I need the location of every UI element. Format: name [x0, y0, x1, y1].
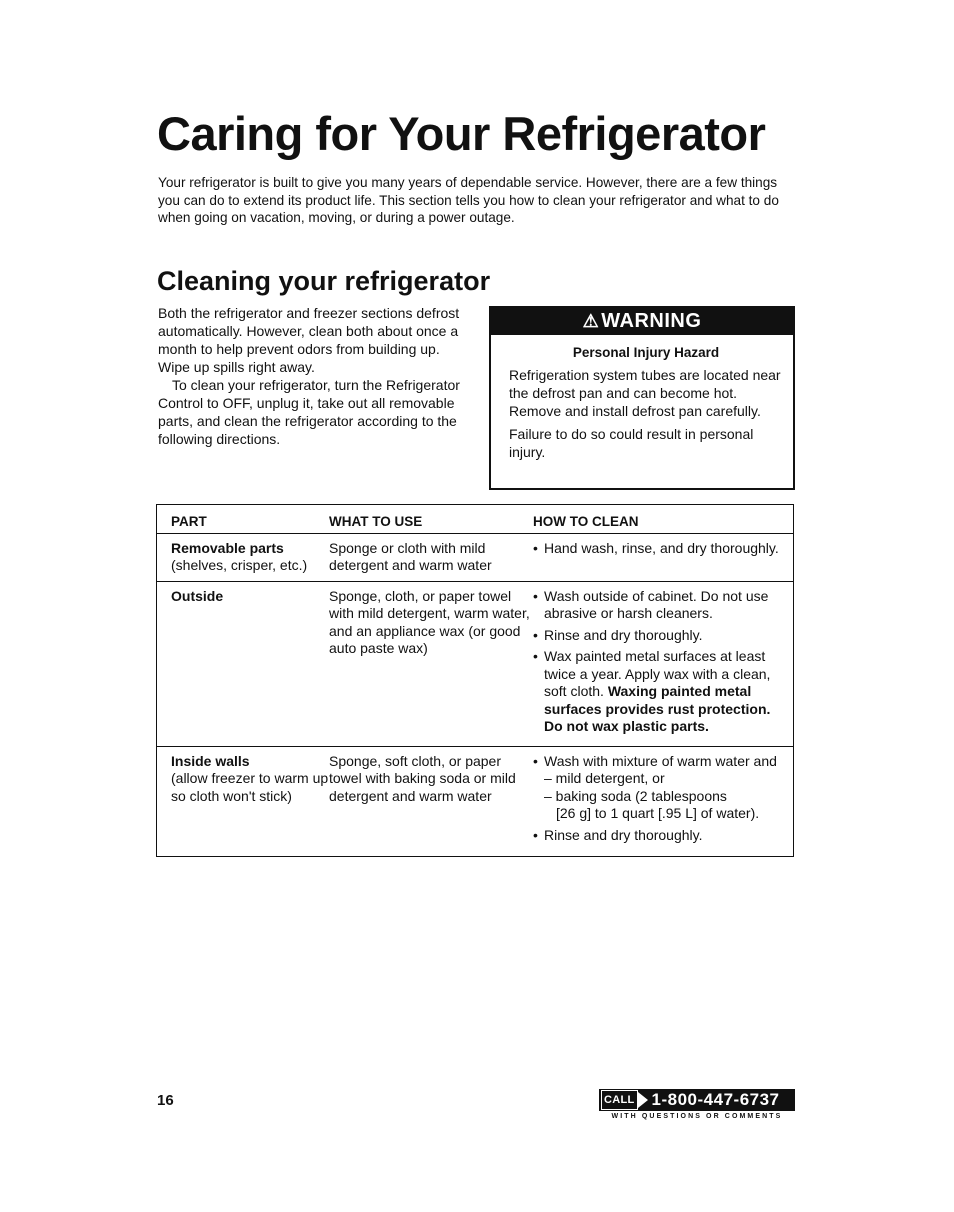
how-dash-2: – baking soda (2 tablespoons	[544, 787, 727, 804]
page-title: Caring for Your Refrigerator	[157, 107, 766, 160]
how-item-text: Wash with mixture of warm water and	[544, 752, 777, 769]
table-row	[157, 533, 794, 581]
part-cell	[157, 533, 330, 581]
use-cell: Sponge or cloth with mild detergent and warm water	[329, 533, 533, 581]
call-subtext: WITH QUESTIONS OR COMMENTS	[611, 1113, 783, 1120]
warning-body	[491, 335, 793, 461]
part-cell	[157, 581, 330, 746]
section-heading: Cleaning your refrigerator	[157, 266, 491, 296]
part-name: Outside	[171, 587, 224, 604]
part-name: Removable parts	[171, 539, 284, 556]
cleaning-intro	[158, 304, 466, 448]
warning-label: WARNING	[601, 310, 702, 332]
warning-header	[491, 308, 793, 335]
part-cell	[157, 746, 330, 857]
how-item	[533, 648, 787, 736]
cleaning-table	[156, 504, 794, 857]
page-number: 16	[157, 1092, 174, 1109]
cleaning-paragraph-2: To clean your refrigerator, turn the Refrigerator Control to OFF, unplug it, take out all removable parts, and clean the refrigerator according to the following directions.	[158, 377, 460, 447]
warning-text-2: Failure to do so could result in personal injury.	[509, 426, 754, 460]
warning-triangle-icon: ⚠	[582, 311, 600, 331]
call-bar	[599, 1089, 795, 1111]
part-note: (shelves, crisper, etc.)	[171, 557, 308, 573]
how-item: • Rinse and dry thoroughly.	[533, 627, 787, 645]
call-badge: CALL	[601, 1090, 638, 1110]
how-dash-1: – mild detergent, or	[544, 770, 665, 786]
header-what-to-use: WHAT TO USE	[329, 505, 533, 534]
cleaning-paragraph-1: Both the refrigerator and freezer sections defrost automatically. However, clean both about once a month to help prevent odors from building up. Wipe up spills right away.	[158, 305, 460, 375]
warning-box	[489, 306, 795, 490]
part-name: Inside walls	[171, 752, 250, 769]
intro-paragraph: Your refrigerator is built to give you many years of dependable service. However, there are a few things you can do to extend its product life. This section tells you how to clean your refrigerator and what to do when going on vacation, moving, or during a power outage.	[158, 175, 779, 226]
table-row	[157, 581, 794, 746]
warning-text-1: Refrigeration system tubes are located near the defrost pan and can become hot. Remove and install defrost pan carefully.	[509, 367, 781, 419]
how-item-bold-2: Do not wax plastic parts.	[544, 718, 709, 734]
table-row	[157, 746, 794, 857]
call-banner	[599, 1089, 795, 1120]
header-how-to-clean: HOW TO CLEAN	[533, 505, 794, 534]
how-cell	[533, 533, 794, 581]
how-item-text: Wax painted metal surfaces at least twice a year. Apply wax with a clean, soft cloth.	[544, 648, 771, 699]
phone-number: 1-800-447-6737	[651, 1090, 780, 1109]
table-header-row	[157, 505, 794, 534]
header-part: PART	[157, 505, 330, 534]
how-item-bold: Waxing painted metal surfaces provides rust protection.	[544, 683, 771, 717]
how-item: • Wash outside of cabinet. Do not use abrasive or harsh cleaners.	[533, 588, 787, 623]
how-item: • Hand wash, rinse, and dry thoroughly.	[533, 540, 787, 558]
arrow-right-icon	[638, 1092, 648, 1108]
warning-subtitle: Personal Injury Hazard	[572, 345, 720, 360]
how-item	[533, 753, 787, 823]
use-cell: Sponge, cloth, or paper towel with mild detergent, warm water, and an appliance wax (or good auto paste wax)	[329, 581, 533, 746]
part-note: (allow freezer to warm up so cloth won't stick)	[171, 770, 329, 804]
use-cell: Sponge, soft cloth, or paper towel with baking soda or mild detergent and warm water	[329, 752, 516, 804]
how-item: • Rinse and dry thoroughly.	[533, 827, 787, 845]
how-cell	[533, 746, 794, 857]
how-cell	[533, 581, 794, 746]
how-dash-2-cont: [26 g] to 1 quart [.95 L] of water).	[556, 805, 760, 821]
